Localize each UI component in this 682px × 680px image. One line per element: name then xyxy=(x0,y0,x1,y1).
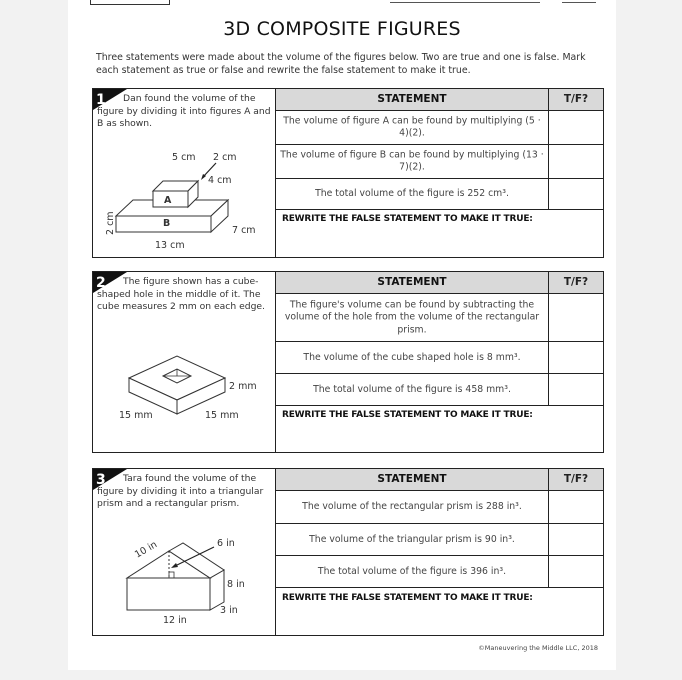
tf-header: T/F? xyxy=(548,469,603,490)
dim-top-width: 5 cm xyxy=(172,152,196,163)
tf-answer-cell[interactable] xyxy=(548,179,603,209)
table-header xyxy=(276,89,603,111)
statement-text: The total volume of the figure is 458 mm³. xyxy=(313,383,511,395)
tf-answer-cell[interactable] xyxy=(548,556,603,587)
statement-text: The volume of figure A can be found by multiplying (5 · 4)(2). xyxy=(283,115,541,139)
problem-description: The figure shown has a cube-shaped hole in the middle of it. The cube measures 2 mm on each edge. xyxy=(97,276,265,312)
tf-header: T/F? xyxy=(548,272,603,293)
period-line xyxy=(562,2,596,3)
dim-bottom-height: 2 cm xyxy=(105,211,116,235)
statement-header: STATEMENT xyxy=(377,93,447,105)
table-header xyxy=(276,469,603,491)
problem-2-figure-panel xyxy=(93,272,276,452)
tf-answer-cell[interactable] xyxy=(548,524,603,555)
statement-text: The volume of the triangular prism is 90 in³. xyxy=(309,533,515,545)
statement-row xyxy=(276,179,603,210)
statement-header: STATEMENT xyxy=(377,473,447,485)
dim-top-height-label: 4 cm xyxy=(208,175,232,186)
statement-row xyxy=(276,491,603,524)
problem-description: Tara found the volume of the figure by dividing it into a triangular prism and a rectangular prism. xyxy=(97,473,264,509)
dim-slant: 10 in xyxy=(133,539,160,561)
statement-text: The volume of the cube shaped hole is 8 mm³. xyxy=(303,351,521,363)
problem-number: 1 xyxy=(96,92,106,108)
statement-text: The total volume of the figure is 396 in³. xyxy=(317,565,507,577)
tf-header: T/F? xyxy=(548,89,603,110)
page-title: 3D COMPOSITE FIGURES xyxy=(223,18,461,40)
statement-row xyxy=(276,294,603,342)
label-a: A xyxy=(164,195,172,206)
dim-height: 2 mm xyxy=(229,381,257,392)
dim-bottom-width: 13 cm xyxy=(155,240,185,251)
rewrite-label: REWRITE THE FALSE STATEMENT TO MAKE IT TRUE: xyxy=(282,214,533,224)
house-prism-figure xyxy=(93,531,275,631)
table-header xyxy=(276,272,603,294)
problem-2-table xyxy=(276,272,603,452)
problem-3 xyxy=(92,468,604,636)
problem-1-figure-panel xyxy=(93,89,276,257)
problem-description: Dan found the volume of the figure by dividing it into figures A and B as shown. xyxy=(97,93,271,129)
problem-2 xyxy=(92,271,604,453)
problem-3-figure-panel xyxy=(93,469,276,635)
statement-row xyxy=(276,556,603,588)
dim-right-width: 15 mm xyxy=(205,410,239,421)
dim-depth: 3 in xyxy=(220,605,238,616)
statement-row xyxy=(276,524,603,556)
statement-text: The volume of the rectangular prism is 288 in³. xyxy=(302,500,522,512)
rewrite-label: REWRITE THE FALSE STATEMENT TO MAKE IT TRUE: xyxy=(282,410,533,420)
problem-3-table xyxy=(276,469,603,635)
copyright-footer: ©Maneuvering the Middle LLC, 2018 xyxy=(478,644,598,652)
problem-number: 2 xyxy=(96,275,106,291)
composite-prism-figure xyxy=(93,147,275,257)
dim-top-depth: 2 cm xyxy=(213,152,237,163)
statement-text: The figure's volume can be found by subtracting the volume of the hole from the volume of the rectangular prism. xyxy=(284,298,540,335)
statement-header: STATEMENT xyxy=(377,276,447,288)
problem-1 xyxy=(92,88,604,258)
tf-answer-cell[interactable] xyxy=(548,342,603,373)
rewrite-label: REWRITE THE FALSE STATEMENT TO MAKE IT TRUE: xyxy=(282,593,533,603)
dim-bottom-depth: 7 cm xyxy=(232,225,256,236)
problem-number: 3 xyxy=(96,472,106,488)
statement-text: The volume of figure B can be found by multiplying (13 · 7)(2). xyxy=(280,149,544,173)
tf-answer-cell[interactable] xyxy=(548,491,603,523)
prism-with-hole-figure xyxy=(93,352,275,442)
problem-1-table xyxy=(276,89,603,257)
statement-row xyxy=(276,111,603,145)
tf-answer-cell[interactable] xyxy=(548,111,603,144)
dim-left-width: 15 mm xyxy=(119,410,153,421)
instructions: Three statements were made about the volume of the figures below. Two are true and one is false. Mark each statement as true or false and rewrite the false statement to make it true. xyxy=(96,52,586,76)
worksheet-page xyxy=(68,0,616,670)
dim-tri-height: 6 in xyxy=(217,538,235,549)
statement-row xyxy=(276,145,603,179)
statement-row xyxy=(276,342,603,374)
dim-rect-height: 8 in xyxy=(227,579,245,590)
tf-answer-cell[interactable] xyxy=(548,145,603,178)
tf-answer-cell[interactable] xyxy=(548,374,603,405)
date-line xyxy=(390,2,540,3)
name-box xyxy=(90,0,170,5)
statement-row xyxy=(276,374,603,406)
tf-answer-cell[interactable] xyxy=(548,294,603,341)
statement-text: The total volume of the figure is 252 cm³. xyxy=(315,187,509,199)
dim-width: 12 in xyxy=(163,615,187,626)
label-b: B xyxy=(163,218,171,229)
